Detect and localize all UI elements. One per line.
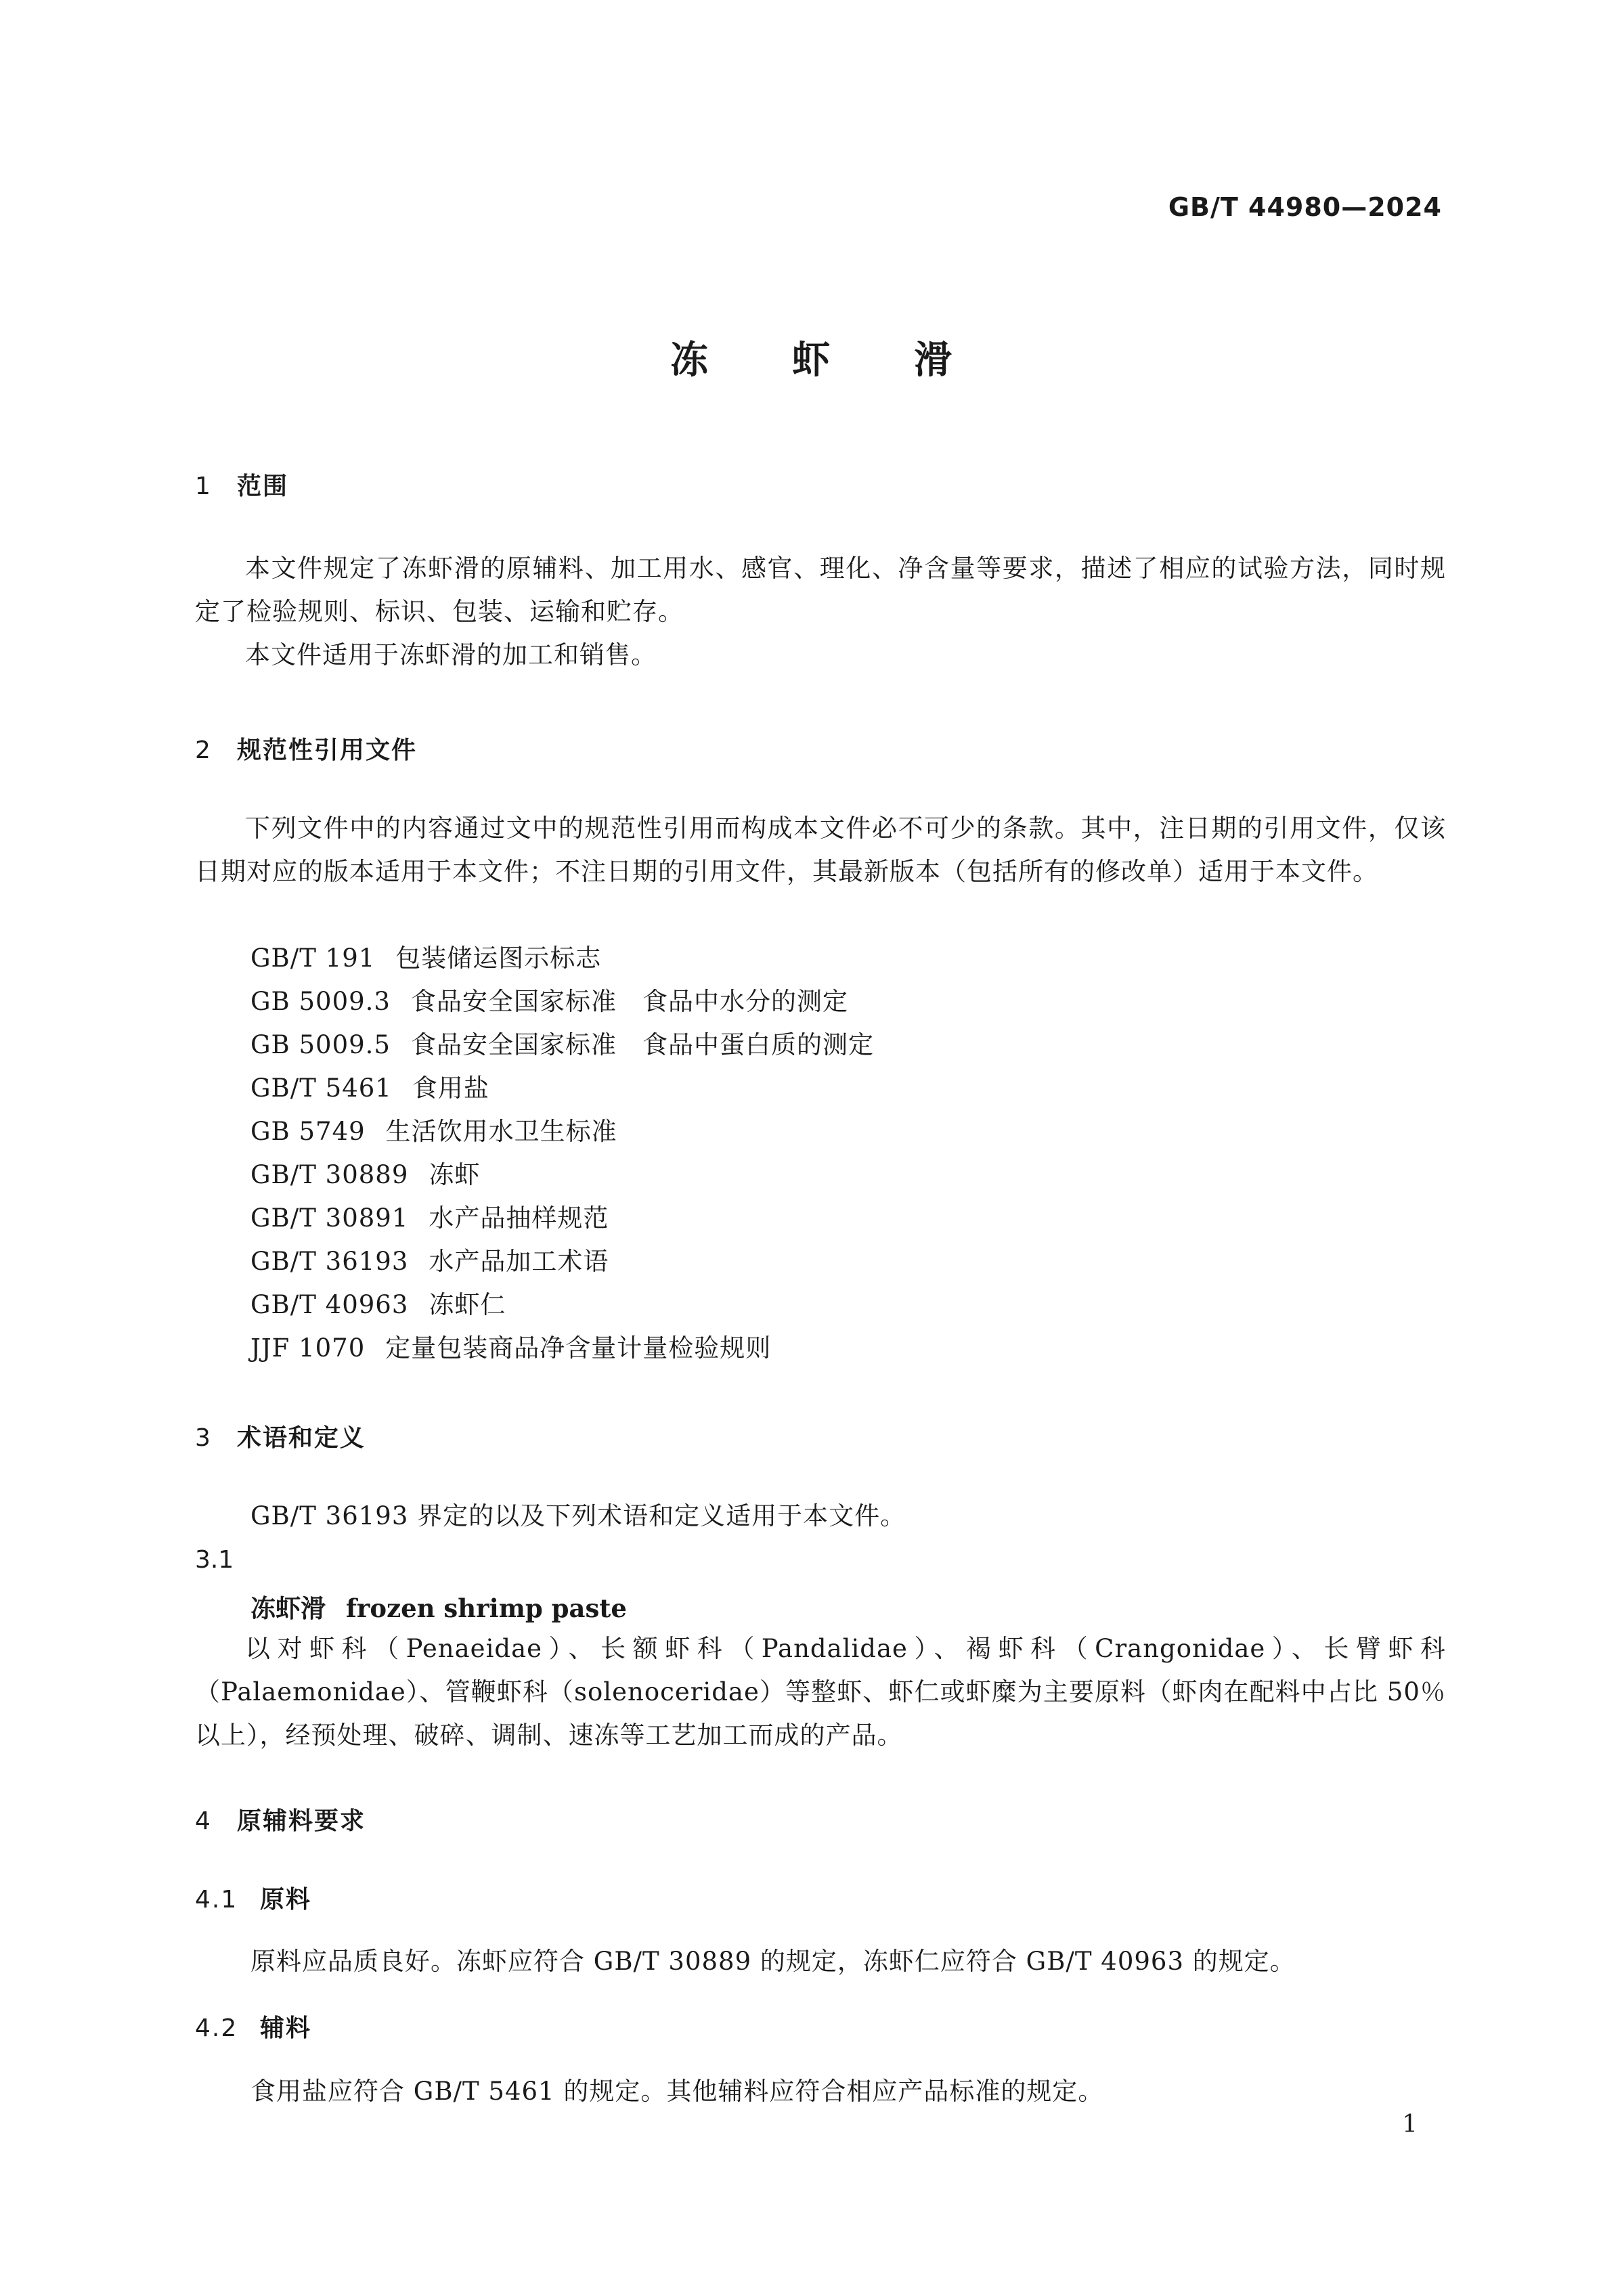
reference-subname: 食品中蛋白质的测定 [642, 1030, 874, 1059]
section-2-heading [195, 731, 417, 766]
reference-code: GB/T 36193 [250, 1247, 409, 1276]
section-4-heading [195, 1802, 366, 1836]
section-4-title: 原辅料要求 [237, 1807, 366, 1835]
section-1-title: 范围 [237, 472, 289, 500]
term-chinese: 冻虾滑 [250, 1594, 326, 1623]
section-4-2-title: 辅料 [260, 2014, 312, 2042]
reference-code: JJF 1070 [250, 1333, 366, 1363]
reference-item [250, 937, 601, 980]
section-4-2-text: 食用盐应符合 GB/T 5461 的规定。其他辅料应符合相应产品标准的规定。 [250, 2077, 1104, 2106]
title-char-1: 冻 [670, 338, 708, 382]
reference-item [250, 1153, 480, 1197]
section-4-2-number: 4.2 [195, 2014, 238, 2042]
reference-code: GB/T 30891 [250, 1204, 409, 1233]
section-3-title: 术语和定义 [237, 1424, 366, 1452]
section-4-2-heading [195, 2009, 311, 2044]
reference-item [250, 1023, 874, 1067]
section-2-title: 规范性引用文件 [237, 736, 418, 764]
reference-item [250, 1283, 506, 1327]
reference-name: 食用盐 [412, 1074, 489, 1103]
section-4-1-text: 原料应品质良好。冻虾应符合 GB/T 30889 的规定，冻虾仁应符合 GB/T 40963 的规定。 [250, 1947, 1296, 1976]
reference-code: GB 5749 [250, 1117, 366, 1146]
reference-subname: 食品中水分的测定 [642, 987, 848, 1016]
reference-item [250, 1240, 609, 1283]
reference-item [250, 1197, 609, 1240]
reference-name: 生活饮用水卫生标准 [385, 1117, 617, 1146]
section-1-number: 1 [195, 472, 212, 500]
section-4-number: 4 [195, 1807, 212, 1835]
section-1-paragraph-1: 本文件规定了冻虾滑的原辅料、加工用水、感官、理化、净含量等要求，描述了相应的试验方法，同时规定了检验规则、标识、包装、运输和贮存。 [195, 554, 1446, 626]
section-4-1-heading [195, 1880, 311, 1915]
section-1-paragraph-2: 本文件适用于冻虾滑的加工和销售。 [245, 640, 657, 669]
section-2-intro: 下列文件中的内容通过文中的规范性引用而构成本文件必不可少的条款。其中，注日期的引用文件，仅该日期对应的版本适用于本文件；不注日期的引用文件，其最新版本（包括所有的修改单）适用于本文件。 [195, 814, 1446, 886]
reference-item [250, 980, 848, 1023]
section-3-intro: GB/T 36193 界定的以及下列术语和定义适用于本文件。 [250, 1501, 906, 1530]
reference-name: 冻虾 [429, 1160, 481, 1189]
reference-code: GB/T 191 [250, 944, 376, 973]
section-4-1-number: 4.1 [195, 1886, 238, 1914]
reference-code: GB/T 40963 [250, 1290, 409, 1319]
title-char-3: 滑 [914, 338, 952, 382]
reference-name: 水产品加工术语 [429, 1247, 609, 1276]
section-4-1-title: 原料 [260, 1886, 312, 1914]
reference-code: GB 5009.3 [250, 987, 391, 1016]
reference-item [250, 1110, 617, 1153]
reference-code: GB/T 5461 [250, 1074, 392, 1103]
term-definition: 以对虾科（Penaeidae）、长额虾科（Pandalidae）、褐虾科（Crangonidae）、长臂虾科（Palaemonidae）、管鞭虾科（solenoceridae）等整虾、虾仁或虾糜为主要原料（虾肉在配料中占比 50％以上），经预处理、破碎、调制、速冻等工艺加工而成的产品。 [195, 1634, 1446, 1750]
document-title [0, 330, 1622, 384]
page-number: 1 [1402, 2111, 1418, 2138]
section-2-number: 2 [195, 736, 212, 764]
reference-name: 冻虾仁 [429, 1290, 506, 1319]
reference-item [250, 1327, 771, 1370]
reference-item [250, 1067, 489, 1110]
reference-name: 食品安全国家标准 [410, 1030, 617, 1059]
reference-code: GB 5009.5 [250, 1030, 391, 1059]
title-char-2: 虾 [792, 338, 830, 382]
reference-name: 水产品抽样规范 [429, 1204, 609, 1233]
section-3-heading [195, 1419, 366, 1453]
section-3-number: 3 [195, 1424, 212, 1452]
term-number: 3.1 [195, 1546, 234, 1574]
document-number: GB/T 44980—2024 [1168, 192, 1442, 222]
reference-name: 定量包装商品净含量计量检验规则 [385, 1333, 772, 1363]
term-title [250, 1588, 627, 1625]
reference-name: 食品安全国家标准 [410, 987, 617, 1016]
reference-code: GB/T 30889 [250, 1160, 409, 1189]
section-1-heading [195, 467, 288, 502]
reference-name: 包装储运图示标志 [395, 944, 602, 973]
term-english: frozen shrimp paste [346, 1593, 627, 1623]
